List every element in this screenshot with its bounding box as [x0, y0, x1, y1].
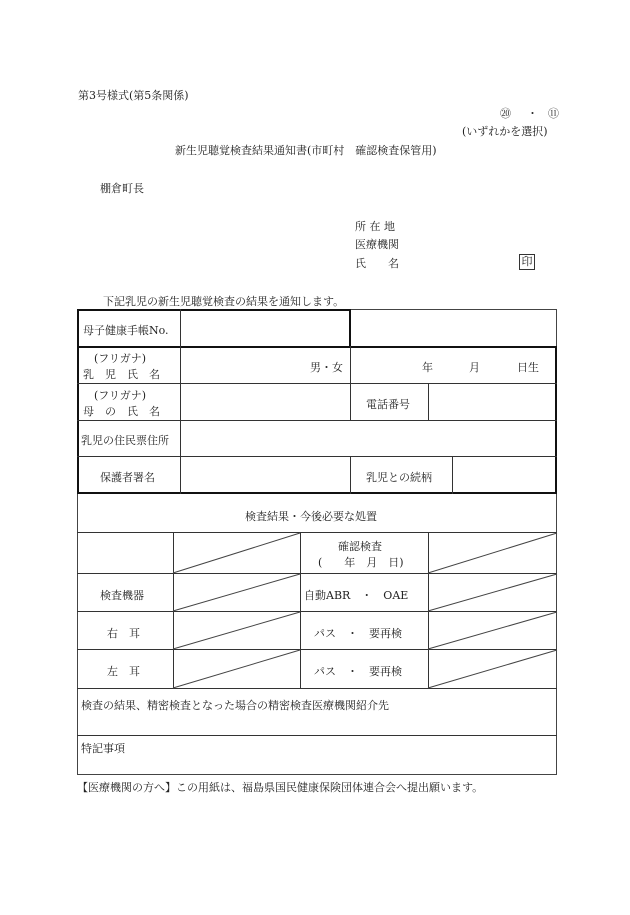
birth-year-label: 年: [422, 361, 433, 374]
sender-facility-label: 医療機関: [355, 238, 399, 251]
right-ear-label: 右 耳: [107, 627, 140, 640]
option-note: (いずれかを選択): [462, 125, 548, 138]
form-number: 第3号様式(第5条関係): [78, 89, 189, 102]
birth-day-label: 日生: [517, 361, 539, 374]
seal-mark: 印: [519, 254, 535, 270]
document-title: 新生児聴覚検査結果通知書(市町村 確認検査保管用): [175, 144, 437, 157]
referral-label: 検査の結果、精密検査となった場合の精密検査医療機関紹介先: [81, 699, 389, 712]
results-header: 検査結果・今後必要な処置: [245, 510, 377, 523]
relationship-label: 乳児との続柄: [366, 471, 432, 484]
confirm-exam-date[interactable]: ( 年 月 日): [318, 556, 404, 569]
referral-field[interactable]: [80, 712, 554, 734]
infant-furigana-label: (フリガナ): [94, 352, 147, 365]
addressee: 棚倉町長: [100, 182, 144, 195]
guardian-signature-label: 保護者署名: [100, 471, 155, 484]
birth-month-label: 月: [469, 361, 480, 374]
mother-name-label: 母 の 氏 名: [83, 405, 160, 418]
intro-text: 下記乳児の新生児聴覚検査の結果を通知します。: [103, 295, 345, 308]
footer-note: 【医療機関の方へ】この用紙は、福島県国民健康保険団体連合会へ提出願います。: [77, 781, 484, 794]
phone-label: 電話番号: [366, 398, 410, 411]
option-mark-right[interactable]: ⑪: [548, 107, 559, 120]
device-select[interactable]: 自動ABR ・ OAE: [304, 589, 409, 602]
remarks-label: 特記事項: [81, 742, 125, 755]
option-mark-dot: ・: [527, 107, 538, 120]
sender-address-label: 所 在 地: [355, 220, 395, 233]
address-label: 乳児の住民票住所: [81, 434, 169, 447]
device-label: 検査機器: [100, 589, 144, 602]
infant-sex-select[interactable]: 男・女: [310, 361, 343, 374]
confirm-exam-label: 確認検査: [338, 540, 382, 553]
infant-name-label: 乳 児 氏 名: [83, 368, 160, 381]
handbook-number-label: 母子健康手帳No.: [83, 324, 169, 337]
right-ear-result[interactable]: パス ・ 要再検: [314, 627, 402, 640]
sender-name-label: 氏 名: [355, 257, 399, 270]
option-mark-left[interactable]: ⑳: [500, 107, 511, 120]
mother-furigana-label: (フリガナ): [94, 389, 147, 402]
left-ear-result[interactable]: パス ・ 要再検: [314, 665, 402, 678]
remarks-field[interactable]: [80, 755, 554, 773]
left-ear-label: 左 耳: [107, 665, 140, 678]
